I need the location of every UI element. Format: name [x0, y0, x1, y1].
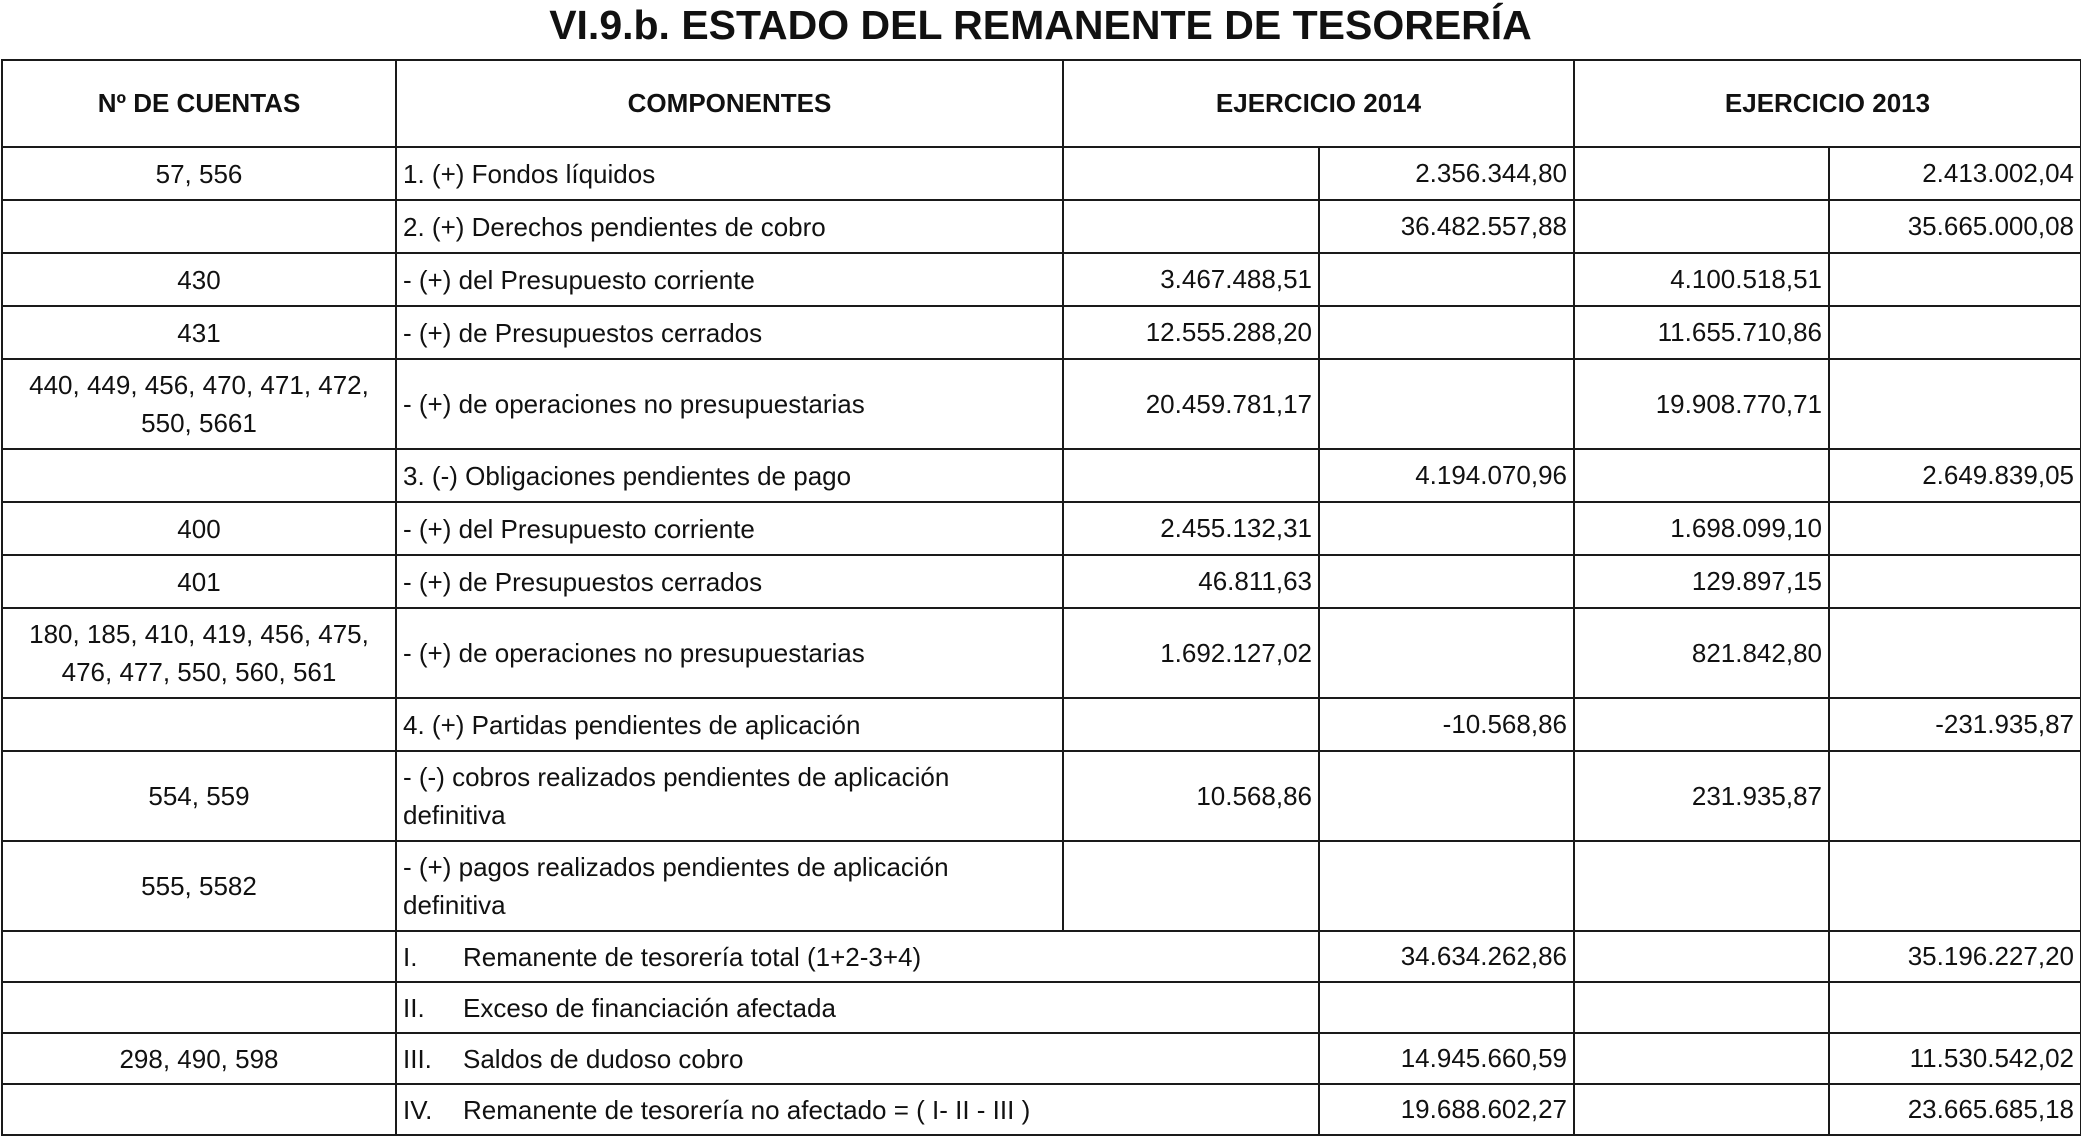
component-cell: 4. (+) Partidas pendientes de aplicación — [396, 698, 1063, 751]
accounts-cell: 400 — [2, 502, 396, 555]
component-cell: - (+) del Presupuesto corriente — [396, 502, 1063, 555]
y2014-detail-cell: 20.459.781,17 — [1063, 359, 1319, 449]
y2014-total-cell — [1319, 555, 1574, 608]
accounts-cell — [2, 982, 396, 1033]
page-title: VI.9.b. ESTADO DEL REMANENTE DE TESORERÍA — [549, 2, 1532, 48]
y2013-detail-cell — [1574, 982, 1829, 1033]
accounts-cell — [2, 698, 396, 751]
table-row — [2, 359, 2081, 449]
y2013-total-cell: 35.196.227,20 — [1829, 931, 2081, 982]
y2014-total-cell — [1319, 982, 1574, 1033]
header-year-2013: EJERCICIO 2013 — [1574, 60, 2081, 147]
y2014-total-cell: 14.945.660,59 — [1319, 1033, 1574, 1084]
summary-label-cell — [396, 1033, 1319, 1084]
table-row — [2, 608, 2081, 698]
table-row — [2, 502, 2081, 555]
summary-label: Remanente de tesorería no afectado = ( I- II - III ) — [463, 1094, 1031, 1125]
component-line: definitiva — [403, 800, 506, 830]
y2013-total-cell — [1829, 555, 2081, 608]
treasury-remainder-table — [1, 59, 2081, 1136]
y2013-total-cell: -231.935,87 — [1829, 698, 2081, 751]
y2013-detail-cell — [1574, 1084, 1829, 1135]
table-row — [2, 698, 2081, 751]
y2014-total-cell: 36.482.557,88 — [1319, 200, 1574, 253]
component-cell: - (+) de Presupuestos cerrados — [396, 306, 1063, 359]
y2014-detail-cell: 1.692.127,02 — [1063, 608, 1319, 698]
table-row — [2, 306, 2081, 359]
y2013-total-cell — [1829, 306, 2081, 359]
component-cell: - (+) de Presupuestos cerrados — [396, 555, 1063, 608]
y2014-detail-cell: 2.455.132,31 — [1063, 502, 1319, 555]
y2013-detail-cell: 231.935,87 — [1574, 751, 1829, 841]
header-components: COMPONENTES — [396, 60, 1063, 147]
y2013-total-cell: 11.530.542,02 — [1829, 1033, 2081, 1084]
summary-label-cell — [396, 982, 1319, 1033]
y2013-detail-cell: 821.842,80 — [1574, 608, 1829, 698]
y2013-total-cell — [1829, 982, 2081, 1033]
y2013-detail-cell: 19.908.770,71 — [1574, 359, 1829, 449]
y2013-detail-cell — [1574, 698, 1829, 751]
component-cell: - (+) de operaciones no presupuestarias — [396, 608, 1063, 698]
y2014-total-cell: 2.356.344,80 — [1319, 147, 1574, 200]
y2013-detail-cell — [1574, 147, 1829, 200]
y2014-total-cell: -10.568,86 — [1319, 698, 1574, 751]
component-cell: - (+) de operaciones no presupuestarias — [396, 359, 1063, 449]
table-row — [2, 841, 2081, 931]
accounts-cell — [2, 608, 396, 698]
y2014-total-cell — [1319, 359, 1574, 449]
accounts-cell: 298, 490, 598 — [2, 1033, 396, 1084]
y2014-total-cell: 4.194.070,96 — [1319, 449, 1574, 502]
y2013-total-cell: 23.665.685,18 — [1829, 1084, 2081, 1135]
y2013-detail-cell — [1574, 200, 1829, 253]
y2014-total-cell — [1319, 751, 1574, 841]
component-cell: - (+) del Presupuesto corriente — [396, 253, 1063, 306]
y2014-detail-cell — [1063, 147, 1319, 200]
y2013-total-cell: 35.665.000,08 — [1829, 200, 2081, 253]
y2013-detail-cell — [1574, 931, 1829, 982]
summary-row — [2, 931, 2081, 982]
accounts-cell — [2, 1084, 396, 1135]
roman-numeral: IV. — [403, 1094, 433, 1125]
accounts-cell — [2, 931, 396, 982]
component-line: definitiva — [403, 890, 506, 920]
y2013-detail-cell — [1574, 841, 1829, 931]
summary-label: Exceso de financiación afectada — [463, 992, 836, 1023]
y2013-detail-cell: 1.698.099,10 — [1574, 502, 1829, 555]
y2013-total-cell: 2.413.002,04 — [1829, 147, 2081, 200]
y2014-detail-cell — [1063, 449, 1319, 502]
component-line: - (+) pagos realizados pendientes de aplicación — [403, 852, 949, 882]
accounts-cell — [2, 449, 396, 502]
y2013-total-cell — [1829, 841, 2081, 931]
accounts-cell: 555, 5582 — [2, 841, 396, 931]
summary-row — [2, 1033, 2081, 1084]
y2014-total-cell: 19.688.602,27 — [1319, 1084, 1574, 1135]
y2013-detail-cell: 4.100.518,51 — [1574, 253, 1829, 306]
y2014-detail-cell: 10.568,86 — [1063, 751, 1319, 841]
table-row — [2, 253, 2081, 306]
accounts-line: 550, 5661 — [141, 408, 257, 438]
y2014-detail-cell: 3.467.488,51 — [1063, 253, 1319, 306]
y2013-total-cell — [1829, 253, 2081, 306]
component-line: - (-) cobros realizados pendientes de aplicación — [403, 762, 950, 792]
component-cell: 3. (-) Obligaciones pendientes de pago — [396, 449, 1063, 502]
accounts-cell: 57, 556 — [2, 147, 396, 200]
component-cell — [396, 841, 1063, 931]
accounts-cell — [2, 200, 396, 253]
header-accounts: Nº DE CUENTAS — [2, 60, 396, 147]
table-row — [2, 449, 2081, 502]
y2013-detail-cell: 129.897,15 — [1574, 555, 1829, 608]
y2014-total-cell — [1319, 306, 1574, 359]
y2013-total-cell: 2.649.839,05 — [1829, 449, 2081, 502]
table-row — [2, 555, 2081, 608]
summary-label-cell — [396, 1084, 1319, 1135]
roman-numeral: I. — [403, 941, 418, 972]
y2014-detail-cell — [1063, 698, 1319, 751]
summary-label: Saldos de dudoso cobro — [463, 1043, 744, 1074]
component-cell — [396, 751, 1063, 841]
component-cell: 2. (+) Derechos pendientes de cobro — [396, 200, 1063, 253]
summary-row — [2, 1084, 2081, 1135]
accounts-cell: 554, 559 — [2, 751, 396, 841]
y2014-detail-cell — [1063, 841, 1319, 931]
y2013-total-cell — [1829, 502, 2081, 555]
y2013-total-cell — [1829, 359, 2081, 449]
y2014-total-cell — [1319, 502, 1574, 555]
y2013-total-cell — [1829, 751, 2081, 841]
roman-numeral: III. — [403, 1043, 432, 1074]
accounts-cell: 430 — [2, 253, 396, 306]
y2014-total-cell — [1319, 841, 1574, 931]
y2013-total-cell — [1829, 608, 2081, 698]
y2014-total-cell: 34.634.262,86 — [1319, 931, 1574, 982]
summary-label-cell — [396, 931, 1319, 982]
y2013-detail-cell: 11.655.710,86 — [1574, 306, 1829, 359]
accounts-cell — [2, 359, 396, 449]
table-row — [2, 751, 2081, 841]
table-row — [2, 147, 2081, 200]
y2014-total-cell — [1319, 608, 1574, 698]
table-row — [2, 200, 2081, 253]
y2014-detail-cell: 12.555.288,20 — [1063, 306, 1319, 359]
table-header-row — [2, 60, 2081, 147]
y2014-detail-cell: 46.811,63 — [1063, 555, 1319, 608]
accounts-line: 476, 477, 550, 560, 561 — [61, 657, 337, 687]
header-year-2014: EJERCICIO 2014 — [1063, 60, 1574, 147]
component-cell: 1. (+) Fondos líquidos — [396, 147, 1063, 200]
summary-label: Remanente de tesorería total (1+2-3+4) — [463, 941, 922, 972]
y2013-detail-cell — [1574, 1033, 1829, 1084]
y2014-detail-cell — [1063, 200, 1319, 253]
y2014-total-cell — [1319, 253, 1574, 306]
accounts-line: 180, 185, 410, 419, 456, 475, — [29, 619, 369, 649]
y2013-detail-cell — [1574, 449, 1829, 502]
accounts-cell: 401 — [2, 555, 396, 608]
summary-row — [2, 982, 2081, 1033]
accounts-line: 440, 449, 456, 470, 471, 472, — [29, 370, 369, 400]
accounts-cell: 431 — [2, 306, 396, 359]
roman-numeral: II. — [403, 992, 425, 1023]
